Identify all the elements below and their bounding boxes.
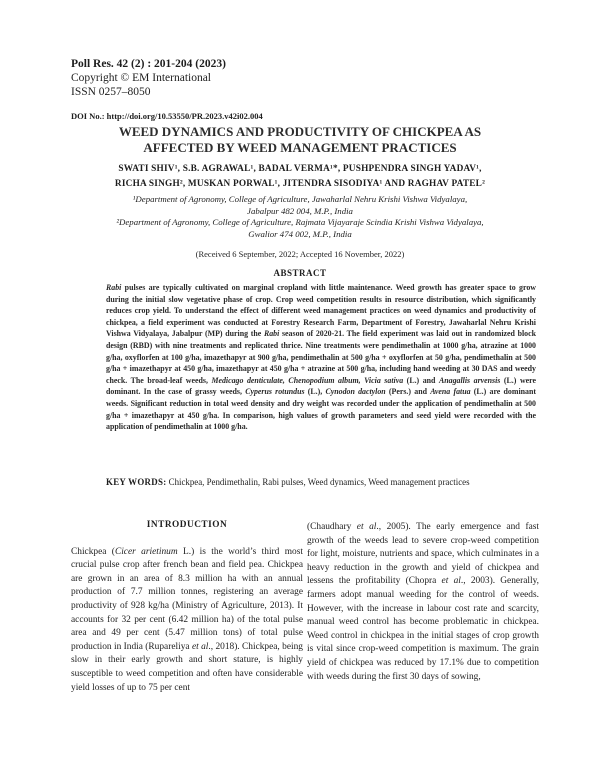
intro-p2-etal: et al [356,522,377,532]
abstract-italic-7: Avena fatua [430,387,471,397]
intro-p1-species: Cicer arietinum [114,546,178,557]
introduction-heading: INTRODUCTION [146,520,228,530]
keywords [106,476,536,488]
doi-link[interactable]: DOI No.: http://doi.org/10.53550/PR.2023.v42i02.004 [71,111,263,121]
affiliation-1-line-1: ¹Department of Agronomy, College of Agriculture, Jawaharlal Nehru Krishi Vishwa Vidyalaya, [132,194,468,204]
abstract-part-2: season of 2020-21. The field experiment was laid out in randomized block design (RBD) with nine treatments and replicated thrice. Nine treatments were pendimethalin at 1000 g/ha, atrazine at 1000 g/ha, oxyflorfen at 100 g/ha, imazethapyr at 900 g/ha, pendimethalin at 500 g/ha + oxyflorfen at 50 g/ha, pendimethalin at 500 g/ha + imazethapyr at 450 g/ha, imazethapyr at 450 g/ha + atrazine at 500 g/ha, including hand weeding at 30 DAS and weedy check. The broad-leaf weeds, [106,329,537,385]
left-column [71,519,303,695]
intro-paragraph-1 [71,546,303,696]
intro-p2-text-a: (Chaudhary [307,522,357,532]
abstract-part-1: pulses are typically cultivated on marginal cropland with little maintenance. Weed growth has greater space to grow during the initial slow vegetative phase of crop. Crop weed competition results in resource distribution, which significantly reduces crop yield. To understand the effect of different weed management practices on weed dynamics and productivity of chickpea, a field experiment was conducted at Forestry Research Farm, Department of Forestry, Jawaharlal Nehru Krishi Vishwa Vidyalaya, Jabalpur (MP) during the [106,283,536,339]
abstract-part-7: (L.) are dominant weeds. Significant reduction in total weed density and dry weight was recorded under the application of pendimethalin at 500 g/ha + imazethapyr at 450 g/ha. In comparison, high values of growth parameters and seed yield were recorded with the application of pendimethalin at 1000 g/ha. [106,387,536,432]
abstract-part-4: (L.) were dominant. In the case of grassy weeds, [106,375,537,397]
journal-info [71,57,226,99]
abstract-text [106,282,536,433]
journal-citation: Poll Res. 42 (2) : 201-204 (2023) [71,58,226,70]
title-line-1: WEED DYNAMICS AND PRODUCTIVITY OF CHICKPEA AS [118,124,482,139]
abstract-part-3: (L.) and [403,375,439,385]
abstract-part-6: (Pers.) and [385,387,431,397]
keywords-label: KEY WORDS: [106,477,167,487]
keywords-text: Chickpea, Pendimethalin, Rabi pulses, Weed dynamics, Weed management practices [166,477,470,487]
author-list [60,162,540,192]
abstract-italic-2: Rabi [263,329,280,339]
authors-line-1: SWATI SHIV¹, S.B. AGRAWAL¹, BADAL VERMA¹*, PUSHPENDRA SINGH YADAV¹, [118,164,482,174]
affiliations [60,194,540,240]
intro-p1-etal: et al [191,641,209,652]
intro-p1-text-a: Chickpea ( [71,546,115,557]
abstract-italic-3: Medicago denticulate, Chenopodium album, Vicia sativa [211,375,404,385]
intro-p1-text-b: L.) is the world’s third most crucial pulse crop after french bean and field pea. Chickpea are grown in an area of 8.3 million ha with an annual production of 7.7 million tonnes, registering an average productivity of 928 kg/ha (Ministry of Agriculture, 2013). It accounts for 32 per cent (6.42 million ha) of the total pulse area and 49 per cent (5.47 million tons) of total pulse production in India (Rupareliya [71,546,303,652]
abstract-italic-4: Anagallis arvensis [438,375,501,385]
affiliation-2-line-1: ²Department of Agronomy, College of Agriculture, Rajmata Vijayaraje Scindia Krishi Vishwa Vidyalaya, [116,217,484,227]
abstract-heading: ABSTRACT [273,268,327,278]
abstract-italic-5: Cyperus rotundus [245,387,305,397]
authors-line-2: RICHA SINGH², MUSKAN PORWAL¹, JITENDRA SISODIYA¹ AND RAGHAV PATEL² [114,179,486,189]
abstract-italic-6: Cynodon dactylon [325,387,386,397]
intro-paragraph-2 [307,521,539,684]
intro-p1-text-c: ., 2018). Chickpea, being slow in their early growth and short stature, is highly susceptible to weed competition and often have considerable yield losses of up to 75 per cent [71,641,303,693]
abstract-part-5: (L.), [304,387,326,397]
issn-line: ISSN 0257–8050 [71,86,151,98]
abstract-italic-1: Rabi [106,283,122,292]
affiliation-2-line-2: Gwalior 474 002, M.P., India [248,228,352,239]
received-dates: (Received 6 September, 2022; Accepted 16 November, 2022) [195,249,405,259]
copyright-line: Copyright © EM International [71,72,212,84]
right-column [307,521,539,684]
affiliation-1-line-2: Jabalpur 482 004, M.P., India [247,205,353,216]
intro-p2-text-c: ., 2003). Generally, farmers adopt manual weeding for the control of weeds. However, with the increase in labour cost rate and scarcity, manual weed control has become problematic in chickpea. Weed control in chickpea in the initial stages of crop growth is vital since crop-weed competition is maximum. The grain yield of chickpea was reduced by 17.1% due to competition with weeds during the first 30 days of sowing, [307,576,539,682]
intro-p2-etal-2: et al [441,576,461,587]
title-line-2: AFFECTED BY WEED MANAGEMENT PRACTICES [143,140,457,155]
intro-p2-text-b: ., 2005). The early emergence and fast growth of the weeds lead to severe crop-weed competition for light, moisture, nutrients and space, which culminates in a heavy reduction in the growth and yield of chickpea and lessens the profitability (Chopra [307,522,539,587]
paper-title [60,124,540,156]
